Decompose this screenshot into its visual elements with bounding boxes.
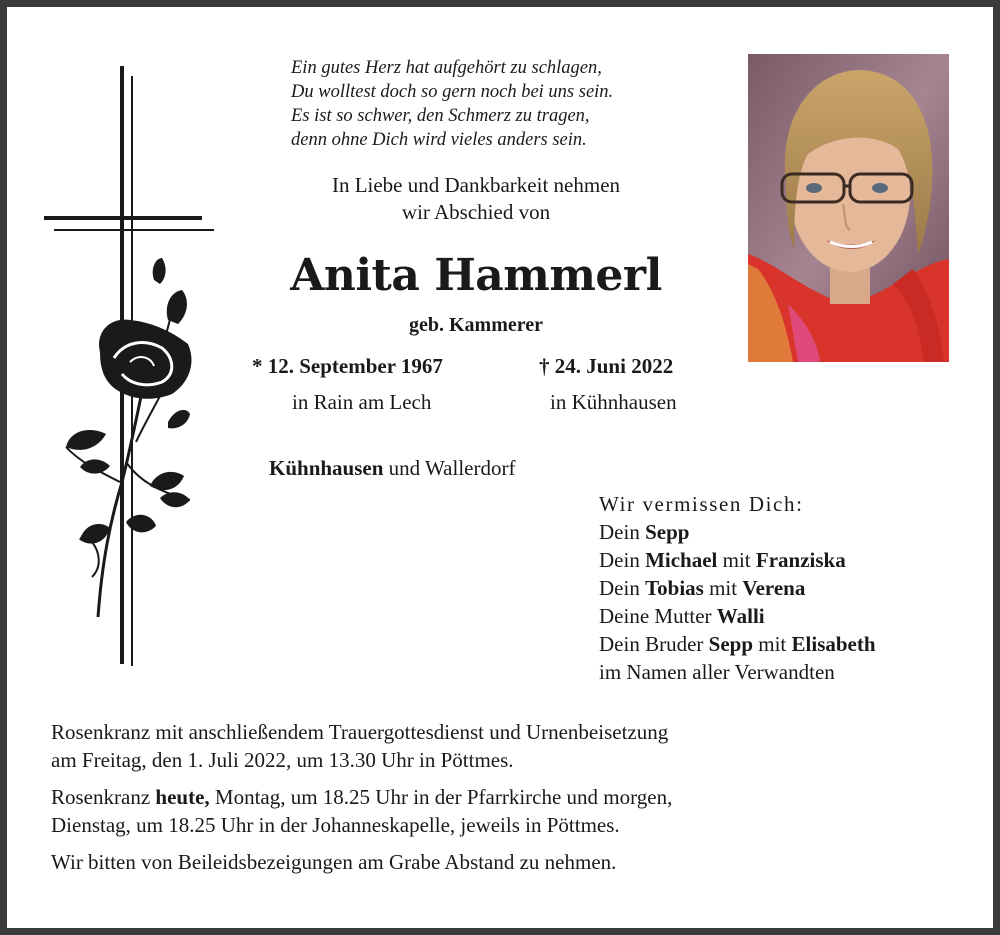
- location-rest: und Wallerdorf: [388, 456, 516, 480]
- mourner-name: Sepp: [645, 520, 690, 544]
- service-notes: [51, 718, 951, 885]
- mourner-name: Verena: [742, 576, 806, 600]
- mourner-line: [599, 630, 876, 658]
- mourner-connector: mit: [709, 576, 738, 600]
- mourner-prefix: Dein: [599, 576, 640, 600]
- service-paragraph: [51, 718, 951, 774]
- rosary-today: heute,: [155, 785, 210, 809]
- rosary-text: Montag, um 18.25 Uhr in der Pfarrkirche und morgen,: [214, 785, 673, 809]
- mourner-prefix: Deine Mutter: [599, 604, 712, 628]
- cross-with-rose-icon: [40, 62, 220, 672]
- birth-date: * 12. September 1967: [252, 354, 443, 378]
- mourner-name: Walli: [716, 604, 765, 628]
- mourner-line: im Namen aller Verwandten: [599, 660, 835, 684]
- mourner-name: Michael: [645, 548, 718, 572]
- intro-line: In Liebe und Dankbarkeit nehmen: [331, 173, 621, 197]
- mourner-connector: mit: [722, 548, 751, 572]
- condolence-paragraph: Wir bitten von Beileidsbezeigungen am Grabe Abstand zu nehmen.: [51, 850, 617, 874]
- poem-line: Ein gutes Herz hat aufgehört zu schlagen,: [291, 58, 602, 78]
- poem-line: Es ist so schwer, den Schmerz zu tragen,: [291, 106, 590, 126]
- poem-line: denn ohne Dich wird vieles anders sein.: [291, 130, 587, 150]
- poem-line: Du wolltest doch so gern noch bei uns sein.: [291, 82, 614, 102]
- mourner-prefix: Dein: [599, 548, 640, 572]
- mourner-prefix: Dein: [599, 520, 640, 544]
- mourner-name: Elisabeth: [791, 632, 876, 656]
- mourners-heading: Wir vermissen Dich:: [599, 492, 804, 516]
- rosary-paragraph: [51, 783, 951, 839]
- portrait-photo: [748, 54, 949, 362]
- mourner-name: Tobias: [645, 576, 704, 600]
- mourner-connector: mit: [758, 632, 787, 656]
- mourner-prefix: Dein Bruder: [599, 632, 704, 656]
- mourners-list: [599, 490, 876, 686]
- mourner-line: [599, 602, 876, 630]
- mourner-line: [599, 546, 876, 574]
- death-date: † 24. Juni 2022: [539, 354, 674, 378]
- deceased-name: Anita Hammerl: [290, 250, 662, 301]
- mourner-name: Franziska: [755, 548, 846, 572]
- rosary-text: Dienstag, um 18.25 Uhr in der Johanneskapelle, jeweils in Pöttmes.: [51, 813, 620, 837]
- mourner-name: Sepp: [708, 632, 753, 656]
- mourner-line: [599, 518, 876, 546]
- death-place: in Kühnhausen: [550, 390, 677, 414]
- location-primary: Kühnhausen: [269, 456, 384, 480]
- maiden-name: geb. Kammerer: [408, 314, 544, 336]
- service-text: am Freitag, den 1. Juli 2022, um 13.30 Uhr in Pöttmes.: [51, 748, 514, 772]
- rosary-text: Rosenkranz: [51, 785, 151, 809]
- birth-place: in Rain am Lech: [292, 390, 432, 414]
- service-text: Rosenkranz mit anschließendem Trauergottesdienst und Urnenbeisetzung: [51, 720, 669, 744]
- intro-text: [250, 172, 702, 226]
- poem: [291, 56, 691, 152]
- intro-line: wir Abschied von: [401, 200, 551, 224]
- mourner-line: [599, 574, 876, 602]
- locations-line: [269, 454, 515, 482]
